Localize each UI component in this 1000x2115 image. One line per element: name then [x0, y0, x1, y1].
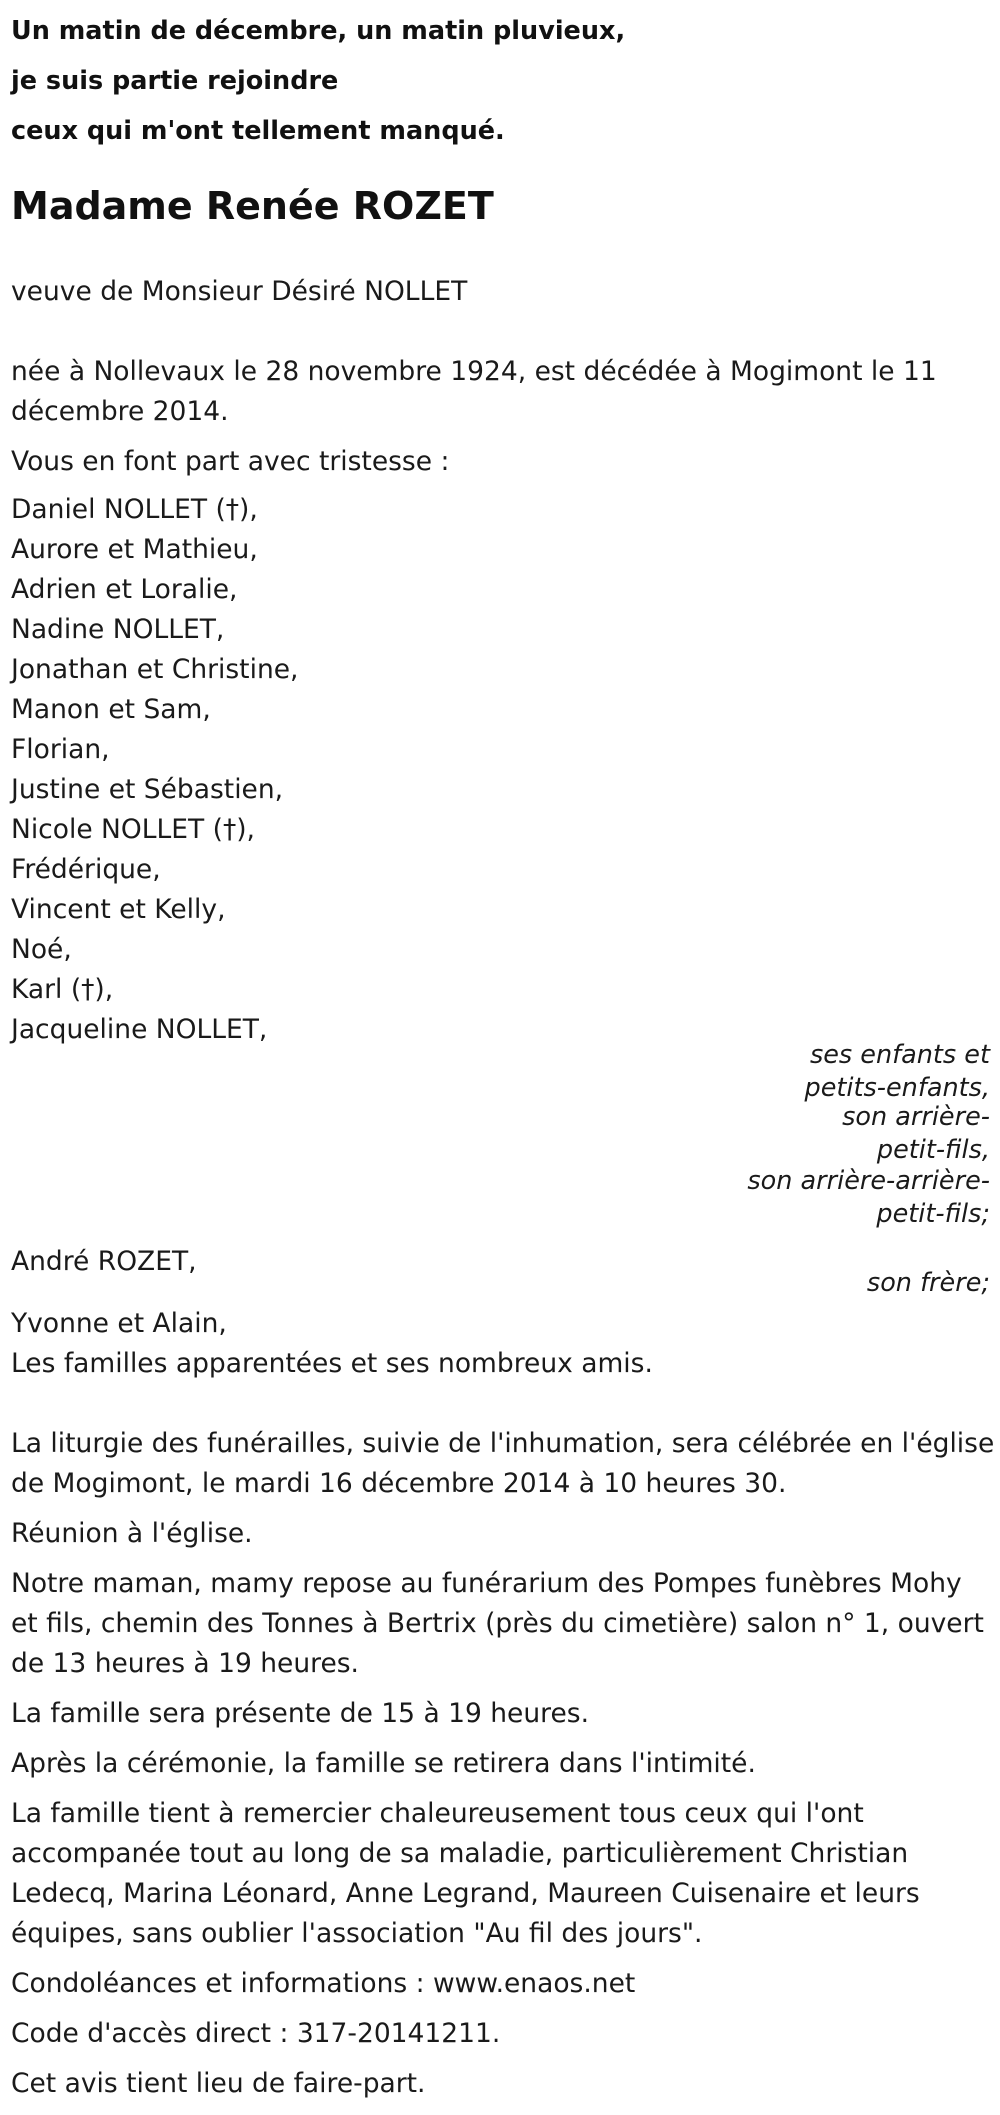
relation-line: petits-enfants,	[804, 1073, 990, 1103]
family-member: Frédérique,	[11, 854, 161, 885]
relation-brother: son frère;	[866, 1268, 990, 1298]
deceased-name: Madame Renée ROZET	[11, 184, 494, 228]
poem-line: ceux qui m'ont tellement manqué.	[11, 116, 505, 146]
family-list	[11, 490, 298, 1050]
funerarium-line-2: et fils, chemin des Tonnes à Bertrix (près du cimetière) salon n° 1, ouvert	[11, 1608, 984, 1639]
poem-line: je suis partie rejoindre	[11, 66, 339, 96]
liturgy-line-1: La liturgie des funérailles, suivie de l'inhumation, sera célébrée en l'église	[11, 1428, 995, 1459]
family-member: Jacqueline NOLLET,	[11, 1014, 268, 1045]
birth-death-line-1: née à Nollevaux le 28 novembre 1924, est décédée à Mogimont le 11	[11, 356, 937, 387]
relation-line: ses enfants et	[809, 1040, 990, 1070]
others-line-2: Les familles apparentées et ses nombreux amis.	[11, 1348, 653, 1379]
widow-of: veuve de Monsieur Désiré NOLLET	[11, 276, 468, 307]
after-ceremony: Après la cérémonie, la famille se retirera dans l'intimité.	[11, 1748, 756, 1779]
brother-name: André ROZET,	[11, 1246, 197, 1277]
thanks-line-4: équipes, sans oublier l'association "Au fil des jours".	[11, 1918, 703, 1949]
thanks-line-2: accompanée tout au long de sa maladie, particulièrement Christian	[11, 1838, 909, 1869]
access-code: Code d'accès direct : 317-20141211.	[11, 2018, 501, 2049]
liturgy-line-2: de Mogimont, le mardi 16 décembre 2014 à 10 heures 30.	[11, 1468, 787, 1499]
thanks-line-3: Ledecq, Marina Léonard, Anne Legrand, Maureen Cuisenaire et leurs	[11, 1878, 920, 1909]
notice-text: Cet avis tient lieu de faire-part.	[11, 2068, 426, 2099]
opening-poem	[11, 6, 625, 156]
meeting-text: Réunion à l'église.	[11, 1518, 253, 1549]
family-member: Nicole NOLLET (†),	[11, 814, 255, 845]
family-member: Vincent et Kelly,	[11, 894, 226, 925]
family-member: Aurore et Mathieu,	[11, 534, 258, 565]
family-member: Noé,	[11, 934, 72, 965]
others-line-1: Yvonne et Alain,	[11, 1308, 227, 1339]
relation-great-great-grandson	[747, 1166, 990, 1229]
family-member: Adrien et Loralie,	[11, 574, 238, 605]
family-member: Nadine NOLLET,	[11, 614, 225, 645]
poem-line: Un matin de décembre, un matin pluvieux,	[11, 16, 626, 46]
family-member: Jonathan et Christine,	[11, 654, 299, 685]
relation-children	[805, 1040, 990, 1103]
birth-death-line-2: décembre 2014.	[11, 396, 229, 427]
funerarium-line-1: Notre maman, mamy repose au funérarium des Pompes funèbres Mohy	[11, 1568, 962, 1599]
family-member: Manon et Sam,	[11, 694, 211, 725]
family-member: Florian,	[11, 734, 110, 765]
relation-great-grandson	[842, 1102, 990, 1165]
thanks-line-1: La famille tient à remercier chaleureusement tous ceux qui l'ont	[11, 1798, 864, 1829]
funerarium-line-3: de 13 heures à 19 heures.	[11, 1648, 359, 1679]
relation-line: petit-fils;	[876, 1199, 990, 1229]
family-presence: La famille sera présente de 15 à 19 heures.	[11, 1698, 589, 1729]
family-member: Daniel NOLLET (†),	[11, 494, 258, 525]
family-member: Karl (†),	[11, 974, 114, 1005]
relation-line: son arrière-	[842, 1102, 990, 1132]
condolences-info: Condoléances et informations : www.enaos.net	[11, 1968, 636, 1999]
family-member: Justine et Sébastien,	[11, 774, 284, 805]
relation-line: petit-fils,	[876, 1135, 990, 1165]
relation-line: son arrière-arrière-	[747, 1166, 990, 1196]
intro-text: Vous en font part avec tristesse :	[11, 446, 450, 477]
